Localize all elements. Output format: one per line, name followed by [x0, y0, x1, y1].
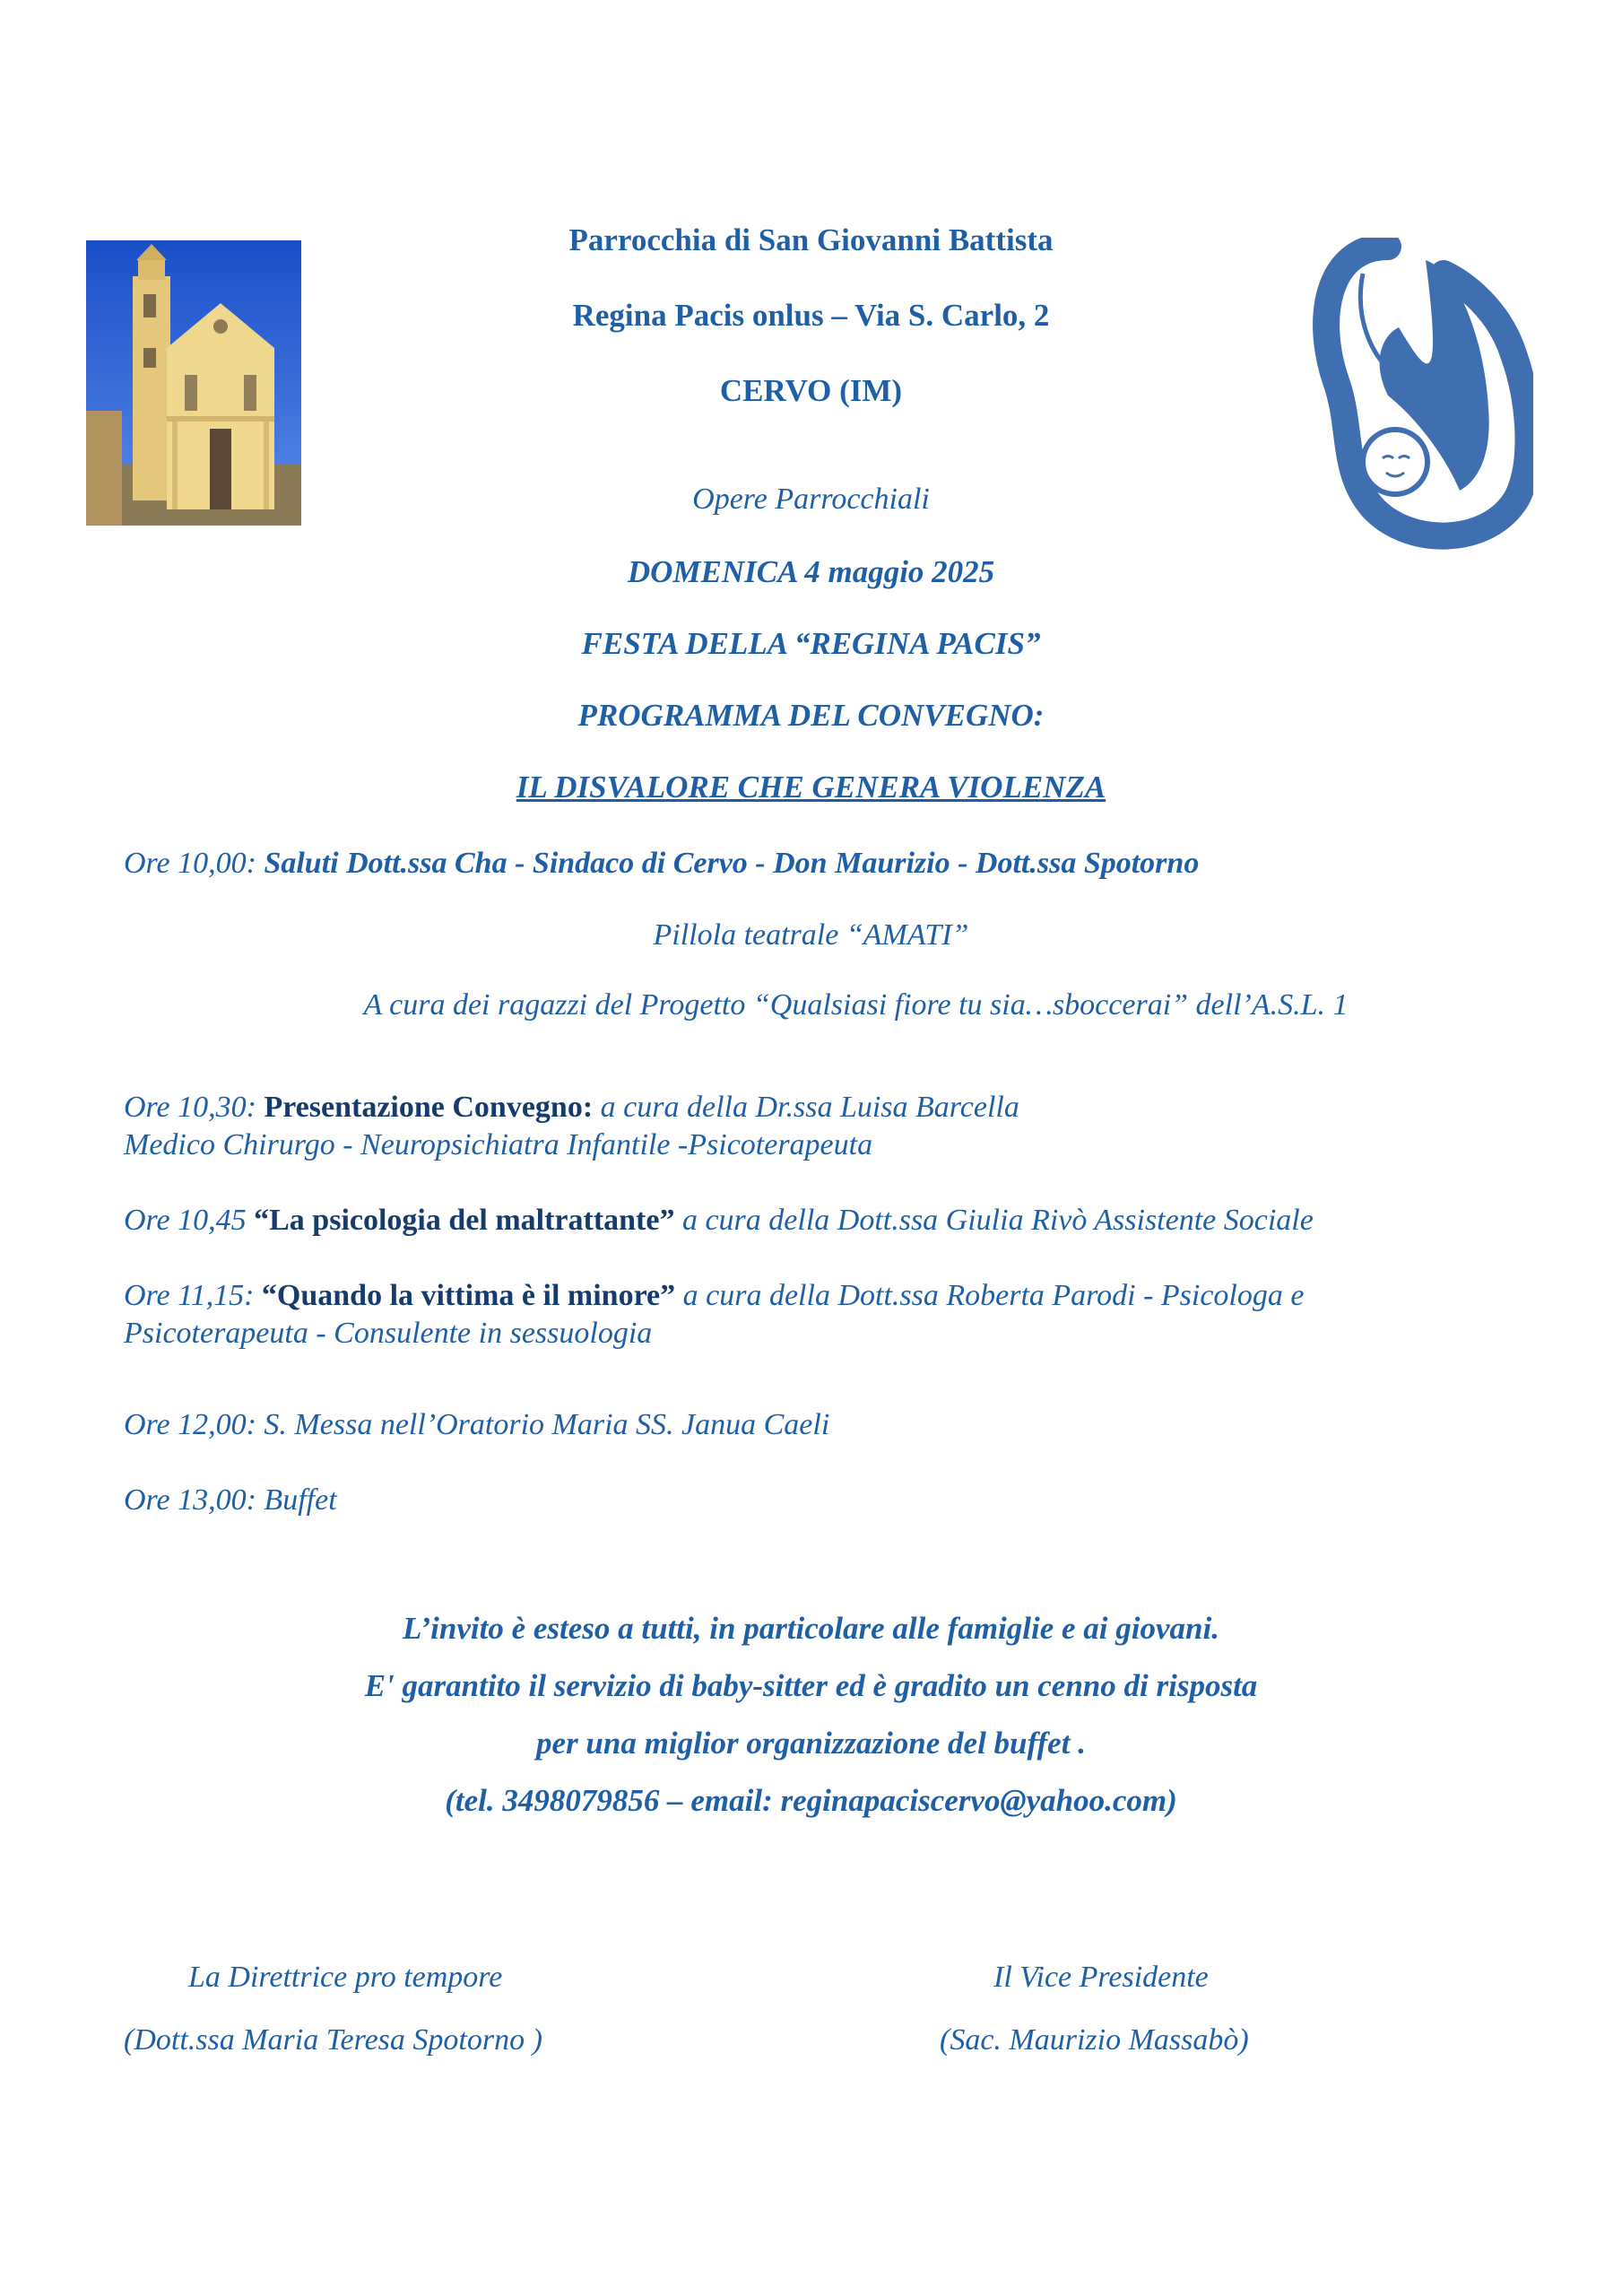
invite-line-1: L’invito è esteso a tutti, in particolare alle famiglie e ai giovani.	[403, 1611, 1219, 1646]
program-item-1300: Ore 13,00: Buffet	[124, 1483, 337, 1517]
right-signatory-name: (Sac. Maurizio Massabò)	[940, 2023, 1249, 2057]
conference-theme: IL DISVALORE CHE GENERA VIOLENZA	[516, 770, 1106, 804]
program-time: Ore 11,15:	[124, 1279, 262, 1312]
town: CERVO (IM)	[719, 373, 903, 408]
program-heading: PROGRAMMA DEL CONVEGNO:	[577, 698, 1045, 733]
theatrical-pill: Pillola teatrale “AMATI”	[653, 918, 969, 952]
organization-address: Regina Pacis onlus – Via S. Carlo, 2	[572, 298, 1050, 333]
event-title: FESTA DELLA “REGINA PACIS”	[581, 626, 1041, 661]
program-time: Ore 10,00:	[124, 847, 265, 880]
program-text: Saluti Dott.ssa Cha - Sindaco di Cervo - Don Maurizio - Dott.ssa Spotorno	[264, 847, 1200, 880]
parish-name: Parrocchia di San Giovanni Battista	[568, 222, 1054, 257]
right-signatory-role: Il Vice Presidente	[993, 1961, 1209, 1994]
program-item-1045	[124, 1204, 1314, 1238]
program-title: “La psicologia del maltrattante”	[254, 1204, 675, 1237]
program-item-1030-line2: Medico Chirurgo - Neuropsichiatra Infantile -Psicoterapeuta	[124, 1128, 873, 1161]
program-text: a cura della Dott.ssa Roberta Parodi - Psicologa e	[675, 1279, 1305, 1312]
curated-by-youth: A cura dei ragazzi del Progetto “Qualsiasi fiore tu sia…sboccerai” dell’A.S.L. 1	[363, 988, 1349, 1022]
program-item-1030	[124, 1091, 1019, 1125]
invite-contact: (tel. 3498079856 – email: reginapaciscervo@yahoo.com)	[445, 1783, 1177, 1818]
program-item-1115-line2: Psicoterapeuta - Consulente in sessuologia	[124, 1317, 653, 1350]
invite-line-3: per una miglior organizzazione del buffet .	[536, 1726, 1086, 1761]
left-signatory-role: La Direttrice pro tempore	[188, 1961, 503, 1994]
event-date: DOMENICA 4 maggio 2025	[627, 554, 995, 589]
program-text: a cura della Dr.ssa Luisa Barcella	[593, 1091, 1019, 1124]
program-title: “Quando la vittima è il minore”	[261, 1279, 676, 1312]
program-time: Ore 10,30:	[124, 1091, 265, 1124]
left-signatory-name: (Dott.ssa Maria Teresa Spotorno )	[124, 2023, 542, 2057]
program-item-1200: Ore 12,00: S. Messa nell’Oratorio Maria SS. Janua Caeli	[124, 1408, 830, 1441]
program-text: a cura della Dott.ssa Giulia Rivò Assistente Sociale	[674, 1204, 1314, 1237]
invite-line-2: E' garantito il servizio di baby-sitter ed è gradito un cenno di risposta	[364, 1668, 1258, 1703]
program-item-1000	[124, 847, 1199, 881]
program-time: Ore 10,45	[124, 1204, 255, 1237]
opere-parrocchiali: Opere Parrocchiali	[692, 483, 930, 516]
program-item-1115	[124, 1279, 1304, 1313]
program-title: Presentazione Convegno:	[264, 1091, 594, 1124]
